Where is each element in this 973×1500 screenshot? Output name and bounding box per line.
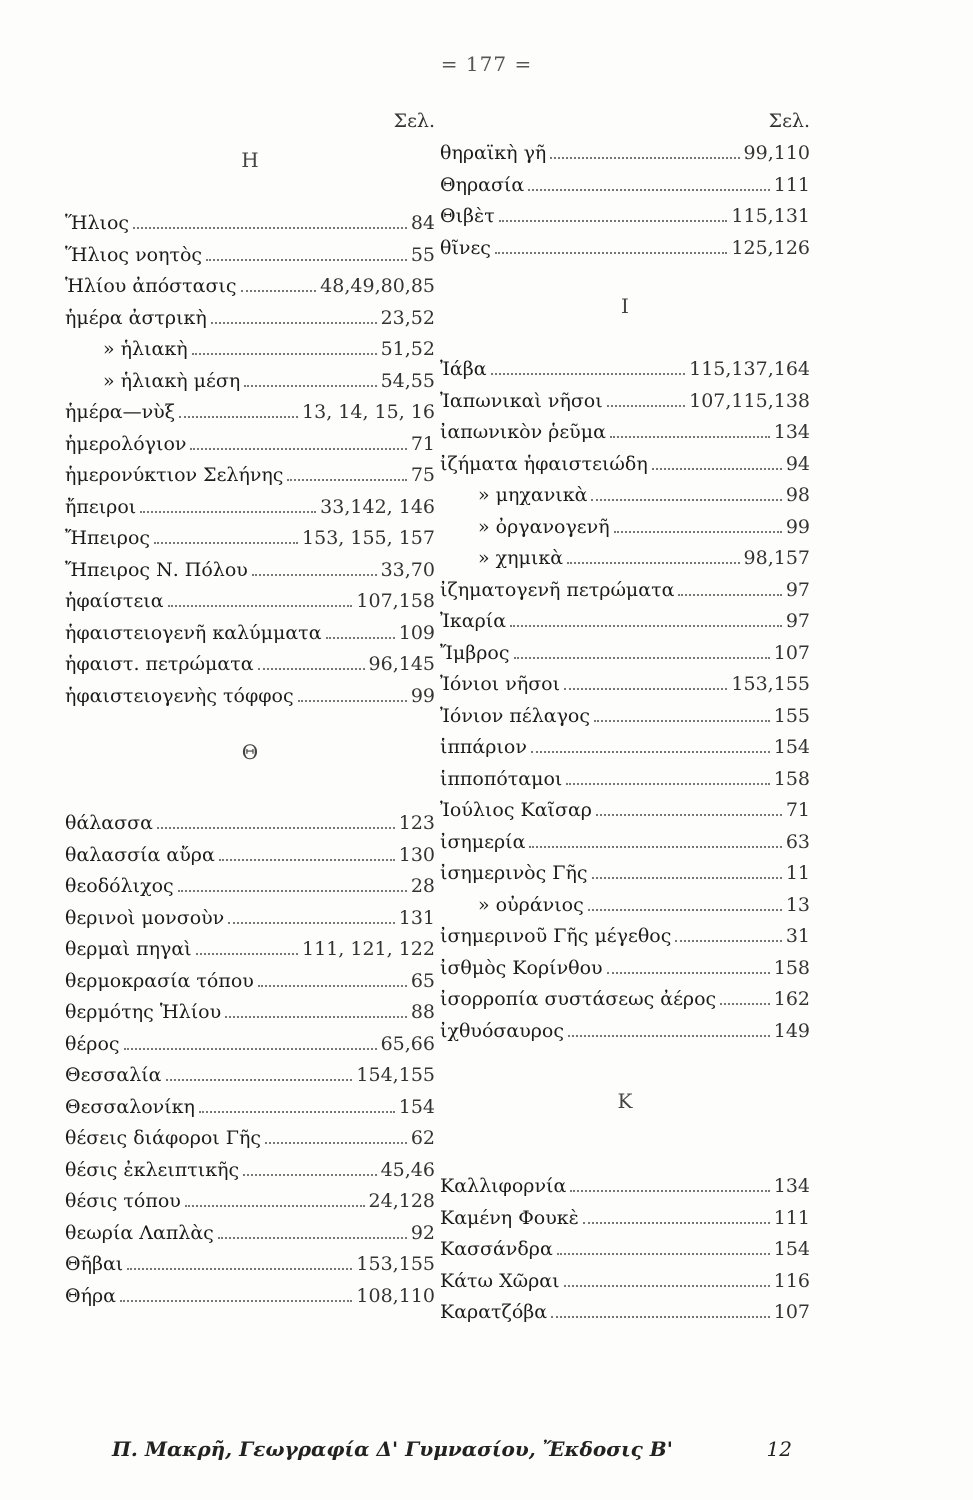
leader-dots [678,593,781,596]
page-references: 23,52 [380,306,435,329]
leader-dots [583,1221,770,1224]
page-number: = 177 = [440,52,533,76]
index-term: ἡφαιστειογενῆ καλύμματα [65,621,322,644]
index-entry [65,555,435,587]
page-references: 97 [785,578,810,601]
index-entry [440,138,810,170]
index-entry [440,606,810,638]
leader-dots [596,813,782,816]
page-references: 115,131 [731,205,810,227]
leader-dots [491,372,686,375]
leader-dots [185,1204,365,1207]
index-entry [65,934,435,966]
leader-dots [557,1252,770,1255]
leader-dots [614,530,782,533]
page-references: 88 [410,1001,435,1023]
page-references: 111 [773,173,810,196]
leader-dots [124,1047,377,1050]
index-term: ἱπποπόταμοι [440,767,563,790]
index-entry [440,638,810,670]
index-entry [440,354,810,386]
index-entry [440,1203,810,1235]
page-references: 24,128 [368,1190,435,1212]
index-term: ἰσορροπία συστάσεως ἀέρος [440,988,717,1010]
index-entry [440,1016,810,1048]
page-references: 111, 121, 122 [302,938,435,960]
index-entry [440,201,810,233]
index-term: » χημικὰ [478,547,564,569]
index-term: θάλασσα [65,812,153,834]
page-references: 11 [785,862,810,884]
page-references: 115,137,164 [689,358,810,380]
index-term: θηραϊκὴ γῆ [440,142,547,164]
page-footer [112,1437,792,1461]
index-entry [65,303,435,335]
index-entry [65,397,435,429]
index-term: Κάτω Χῶραι [440,1269,560,1292]
index-entry [440,701,810,733]
index-term: Θεσσαλία [65,1064,162,1086]
index-term: θερμαὶ πηγαὶ [65,938,192,960]
leader-dots [140,510,316,513]
page-references: 13, 14, 15, 16 [302,401,435,423]
index-entry [65,1029,435,1061]
leader-dots [211,321,377,324]
page-references: 33,142, 146 [320,495,435,518]
index-term: Ἰόνιοι νῆσοι [440,673,561,695]
leader-dots [592,876,782,879]
index-term: Ἤπειρος Ν. Πόλου [65,558,248,581]
index-term: ἡφαιστ. πετρώματα [65,653,254,675]
signature-number: 12 [766,1437,792,1461]
leader-dots [591,498,781,501]
leader-dots [499,219,728,222]
index-entry [440,827,810,859]
section-letter: Θ [241,740,259,764]
index-entry [440,858,810,890]
page-references: 98 [785,484,810,506]
index-entry [65,618,435,650]
index-entry [440,512,810,544]
right-column [440,110,810,1329]
page-references: 107,115,138 [689,389,810,412]
index-entry [440,170,810,202]
leader-dots [241,289,317,292]
page-references: 154 [773,1238,810,1260]
leader-dots [675,939,781,942]
leader-dots [567,561,739,564]
leader-dots [168,604,353,607]
index-entry [65,871,435,903]
leader-dots [243,1173,376,1176]
page-references: 158 [773,767,810,790]
leader-dots [529,845,781,848]
page-references: 153,155 [731,673,810,695]
leader-dots [199,1110,395,1113]
index-term: Ἥλιος [65,212,130,234]
leader-dots [166,1078,353,1081]
index-term: ἰζηματογενῆ πετρώματα [440,578,675,601]
index-entry [65,1281,435,1313]
index-term: ἰχθυόσαυρος [440,1019,564,1042]
page-references: 92 [410,1221,435,1244]
page-references: 31 [785,925,810,947]
index-term: ἡφαίστεια [65,590,164,612]
index-term: ἱππάριον [440,736,527,758]
leader-dots [196,952,298,955]
index-entry [65,840,435,872]
index-term: » ὀργανογενῆ [478,515,610,538]
page-references: 162 [773,988,810,1010]
page-references: 125,126 [731,236,810,259]
index-term: ἡφαιστειογενὴς τόφφος [65,684,294,707]
page-references: 111 [773,1206,810,1229]
index-entry [440,1297,810,1329]
page-references: 123 [398,812,435,834]
index-term: Ἤπειρος [65,527,151,549]
index-term: Θῆβαι [65,1253,124,1275]
index-entry [65,1123,435,1155]
index-entry [440,795,810,827]
index-term: θεοδόλιχος [65,875,174,897]
leader-dots [190,447,406,450]
page-references: 13 [785,893,810,916]
index-entry [65,523,435,555]
index-entry [65,1155,435,1187]
leader-dots [607,971,770,974]
page-column-label: Σελ. [768,110,810,132]
leader-dots [531,750,770,753]
index-term: θαλασσία αὔρα [65,843,215,866]
leader-dots [265,1141,407,1144]
index-entry [440,890,810,922]
page-references: 98,157 [743,547,810,569]
leader-dots [178,889,407,892]
index-term: Ἥλιος νοητὸς [65,243,203,266]
page-references: 153,155 [356,1253,435,1275]
index-term: θέσις τόπου [65,1190,181,1212]
page-references: 107 [773,641,810,664]
section-letter: Κ [617,1089,633,1113]
leader-dots [594,719,770,722]
index-entry [440,386,810,418]
page-references: 108,110 [356,1284,435,1307]
page-references: 158 [773,956,810,979]
index-entry [65,1092,435,1124]
leader-dots [720,1002,770,1005]
leader-dots [258,667,365,670]
index-entry [65,808,435,840]
leader-dots [570,1189,769,1192]
index-entry [440,953,810,985]
page-references: 55 [410,243,435,266]
leader-dots [157,826,395,829]
index-entry [440,764,810,796]
index-entry [65,1218,435,1250]
leader-dots [652,467,782,470]
leader-dots [154,541,298,544]
index-entry [440,417,810,449]
index-entry [65,366,435,398]
page-references: 65,66 [380,1032,435,1055]
page-references: 84 [410,212,435,234]
index-term: ἡμέρα—νὺξ [65,401,176,423]
leader-dots [252,573,377,576]
index-entry [440,669,810,701]
leader-dots [298,699,407,702]
leader-dots [206,258,407,261]
page-references: 71 [785,799,810,821]
index-entry [65,429,435,461]
index-term: Ἰούλιος Καῖσαρ [440,799,592,821]
leader-dots [551,1315,770,1318]
page-references: 99 [410,684,435,707]
index-entry [440,732,810,764]
index-term: ἡμερολόγιον [65,432,187,455]
left-column [65,110,435,1312]
index-term: ἡμερονύκτιον Σελήνης [65,464,284,486]
index-term: ἰσημερινοῦ Γῆς μέγεθος [440,925,672,947]
index-term: θεωρία Λαπλὰς [65,1221,214,1244]
leader-dots [564,1284,770,1287]
leader-dots [326,636,395,639]
index-term: ἡμέρα ἀστρικὴ [65,306,207,329]
leader-dots [564,687,727,690]
index-entry [65,649,435,681]
index-entry [65,492,435,524]
page-references: 75 [410,464,435,486]
leader-dots [219,858,395,861]
index-entry [65,1060,435,1092]
index-entry [65,586,435,618]
leader-dots [568,1034,770,1037]
index-entry [65,271,435,303]
index-term: Κασσάνδρα [440,1238,553,1260]
index-entry [65,460,435,492]
index-term: Θεσσαλονίκη [65,1095,195,1118]
leader-dots [610,435,770,438]
index-term: θέσεις διάφοροι Γῆς [65,1127,261,1149]
index-term: ἰζήματα ἡφαιστειώδη [440,452,648,475]
page-references: 65 [410,969,435,992]
leader-dots [218,1236,407,1239]
page-references: 54,55 [380,369,435,392]
page-references: 51,52 [380,338,435,360]
index-term: Ἰόνιον πέλαγος [440,704,591,727]
index-entry [440,1266,810,1298]
index-entry [440,480,810,512]
index-term: Ἰάβα [440,358,487,380]
section-letter: Ι [621,294,629,318]
index-term: ἰσημερία [440,830,526,853]
index-term: ἰσθμὸς Κορίνθου [440,956,603,979]
index-entry [440,575,810,607]
index-entry [440,233,810,265]
page-references: 154 [398,1095,435,1118]
leader-dots [120,1299,352,1302]
index-term: Ἡλίου ἀπόστασις [65,275,237,297]
index-term: » οὐράνιος [478,893,584,916]
index-entry [440,543,810,575]
leader-dots [258,984,407,987]
index-term: θερμοκρασία τόπου [65,969,254,992]
leader-dots [179,415,298,418]
page-references: 154 [773,736,810,758]
page-references: 149 [773,1019,810,1042]
index-entry [440,1234,810,1266]
page-references: 99 [785,515,810,538]
index-term: Θηρασία [440,173,525,196]
index-entry [440,921,810,953]
page-references: 116 [773,1269,810,1292]
page-references: 45,46 [380,1158,435,1181]
leader-dots [228,921,395,924]
index-term: Ἰαπωνικαὶ νῆσοι [440,389,603,412]
index-entry [440,1171,810,1203]
index-term: Καμένη Φουκὲ [440,1206,579,1229]
index-term: Ἴμβρος [440,641,510,664]
leader-dots [510,624,782,627]
page-references: 33,70 [380,558,435,581]
page-references: 94 [785,452,810,475]
index-term: ἰαπωνικὸν ῥεῦμα [440,421,606,443]
index-term: θέρος [65,1032,120,1055]
page-references: 71 [410,432,435,455]
leader-dots [225,1015,407,1018]
index-term: ἤπειροι [65,495,137,518]
page-references: 99,110 [743,142,810,164]
leader-dots [607,404,685,407]
index-term: θέσις ἐκλειπτικῆς [65,1158,240,1181]
footer-citation: Π. Μακρῆ, Γεωγραφία Δ' Γυμνασίου, Ἔκδοσις Β' [112,1437,673,1461]
index-entry [65,997,435,1029]
index-term: θερινοὶ μονσοὺν [65,906,225,929]
index-term: ἰσημερινὸς Γῆς [440,862,588,884]
index-term: Καλλιφορνία [440,1175,567,1197]
section-letter: Η [241,148,259,172]
page-references: 153, 155, 157 [302,527,435,549]
leader-dots [127,1267,352,1270]
index-term: Θιβὲτ [440,205,495,227]
index-entry [65,681,435,713]
index-entry [65,1186,435,1218]
page-references: 130 [398,843,435,866]
index-entry [440,984,810,1016]
leader-dots [528,188,770,191]
index-entry [65,334,435,366]
index-term: » μηχανικὰ [478,484,588,506]
page-references: 28 [410,875,435,897]
index-entry [440,449,810,481]
page-references: 96,145 [368,653,435,675]
index-entry [65,240,435,272]
page-references: 97 [785,610,810,632]
index-term: Ἰκαρία [440,610,507,632]
index-entry [65,208,435,240]
page-references: 134 [773,1175,810,1197]
index-entry [65,1249,435,1281]
leader-dots [244,384,376,387]
leader-dots [550,156,739,159]
page-references: 63 [785,830,810,853]
page-references: 107 [773,1301,810,1323]
page-references: 107,158 [356,590,435,612]
page-references: 155 [773,704,810,727]
page-references: 134 [773,421,810,443]
page-references: 48,49,80,85 [320,275,435,297]
leader-dots [192,352,377,355]
leader-dots [588,908,782,911]
leader-dots [287,478,406,481]
leader-dots [514,656,770,659]
index-term: Καρατζόβα [440,1301,548,1323]
page-column-label: Σελ. [393,110,435,132]
index-term: » ἡλιακὴ μέση [103,369,241,392]
index-entry [65,903,435,935]
page-references: 154,155 [356,1064,435,1086]
index-term: » ἡλιακὴ [103,338,188,360]
leader-dots [133,226,407,229]
leader-dots [566,782,769,785]
page-references: 131 [398,906,435,929]
index-term: θερμότης Ἡλίου [65,1001,222,1023]
page-references: 62 [410,1127,435,1149]
index-term: Θήρα [65,1284,116,1307]
leader-dots [495,251,727,254]
page-references: 109 [398,621,435,644]
index-term: θῖνες [440,236,491,259]
index-entry [65,966,435,998]
